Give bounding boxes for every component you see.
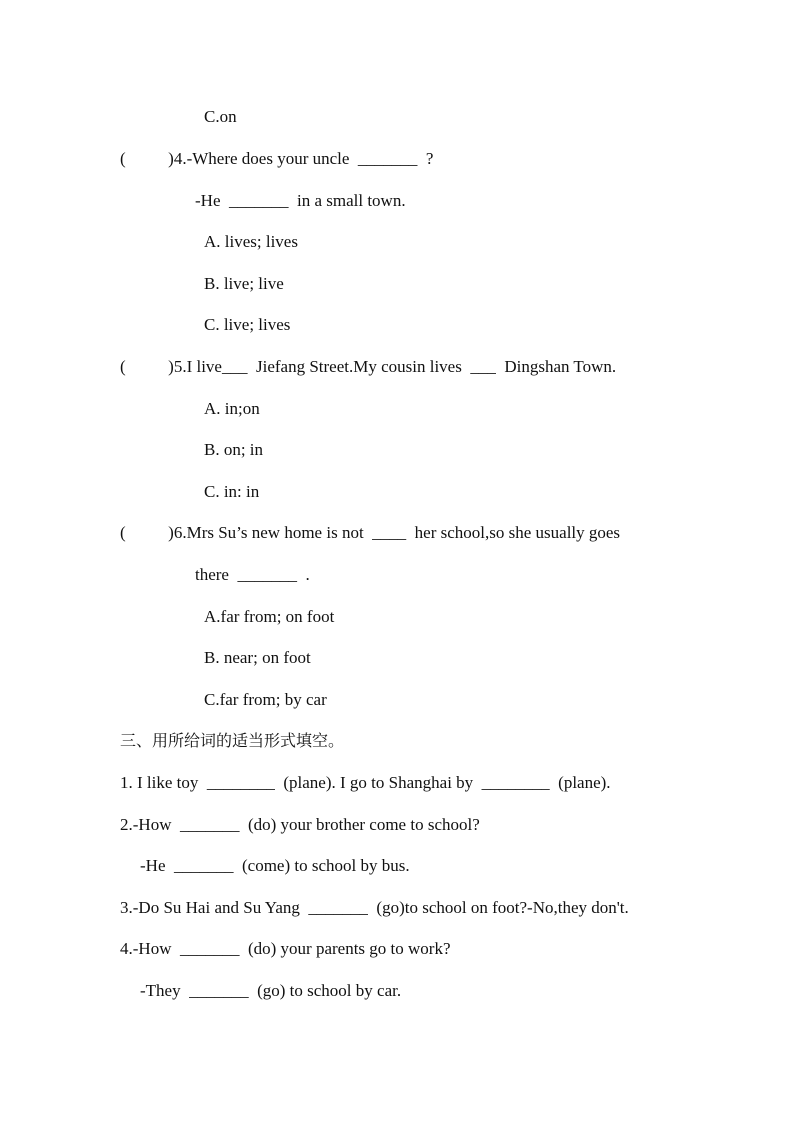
fill-item-2-reply: -He _______ (come) to school by bus.	[140, 856, 410, 875]
q4-option-b: B. live; live	[204, 274, 284, 293]
fill-item-4-reply: -They _______ (go) to school by car.	[140, 981, 402, 1000]
q3-option-c: C.on	[204, 107, 237, 126]
q6-option-a: A.far from; on foot	[204, 607, 335, 626]
fill-item-1: 1. I like toy ________ (plane). I go to Shanghai by ________ (plane).	[120, 773, 611, 792]
fill-item-2: 2.-How _______ (do) your brother come to school?	[120, 815, 480, 834]
question-6: ( )6.Mrs Su’s new home is not ____ her school,so she usually goes	[120, 523, 621, 542]
q4-option-c: C. live; lives	[204, 315, 291, 334]
q6-option-c: C.far from; by car	[204, 690, 327, 709]
q5-option-a: A. in;on	[204, 399, 260, 418]
fill-item-4: 4.-How _______ (do) your parents go to work?	[120, 939, 451, 958]
q6-option-b: B. near; on foot	[204, 648, 311, 667]
question-4-reply: -He _______ in a small town.	[195, 191, 406, 210]
question-4: ( )4.-Where does your uncle _______ ?	[120, 149, 434, 168]
q5-option-c: C. in: in	[204, 482, 260, 501]
question-6-continuation: there _______ .	[195, 565, 310, 584]
section-3-heading: 三、用所给词的适当形式填空。	[120, 731, 345, 750]
q5-option-b: B. on; in	[204, 440, 264, 459]
question-5: ( )5.I live___ Jiefang Street.My cousin lives ___ Dingshan Town.	[120, 357, 617, 376]
fill-item-3: 3.-Do Su Hai and Su Yang _______ (go)to school on foot?-No,they don't.	[120, 898, 629, 917]
q4-option-a: A. lives; lives	[204, 232, 298, 251]
